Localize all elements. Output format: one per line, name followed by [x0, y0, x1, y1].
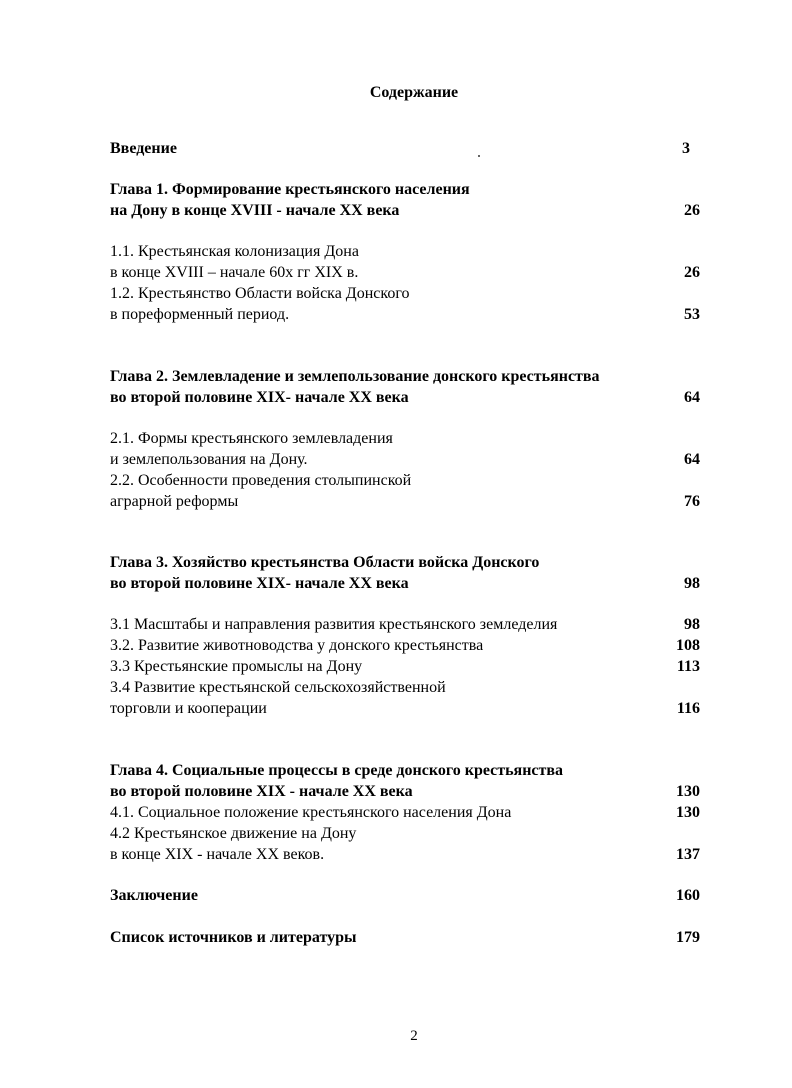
- toc-section-3-4-line1[interactable]: [110, 677, 700, 699]
- toc-section-4-2-line1[interactable]: [110, 823, 700, 845]
- toc-entry-label: Список источников и литературы: [110, 929, 357, 946]
- toc-page-number: 116: [676, 700, 700, 717]
- toc-section-3-2[interactable]: [110, 635, 700, 657]
- toc-page-number: 53: [684, 306, 700, 323]
- toc-entry-label: 3.2. Развитие животноводства у донского крестьянства: [110, 637, 484, 654]
- toc-page-number: 98: [684, 616, 700, 633]
- toc-entry-label: 3.3 Крестьянские промыслы на Дону: [110, 658, 363, 675]
- toc-section-1-1-line2[interactable]: [110, 262, 700, 284]
- toc-page-number: 108: [676, 637, 700, 654]
- toc-section-1-2-line2[interactable]: [110, 304, 700, 326]
- toc-page-number: 3: [682, 140, 690, 157]
- toc-section-3-4-line2[interactable]: [110, 698, 700, 720]
- toc-entry-label: 1.2. Крестьянство Области войска Донского: [110, 285, 410, 302]
- toc-section-1-2-line1[interactable]: [110, 283, 700, 305]
- toc-entry-label: 2.1. Формы крестьянского землевладения: [110, 430, 393, 447]
- toc-entry-label: Глава 3. Хозяйство крестьянства Области войска Донского: [110, 554, 540, 571]
- toc-entry-label: аграрной реформы: [110, 493, 239, 510]
- toc-entry-label: Глава 1. Формирование крестьянского населения: [110, 181, 470, 198]
- toc-page-number: 76: [684, 493, 700, 510]
- toc-entry-label: во второй половине XIX - начале XX века: [110, 783, 413, 800]
- toc-page-number: 64: [684, 451, 700, 468]
- toc-page-number: 130: [676, 783, 700, 800]
- toc-section-2-1-line1[interactable]: [110, 428, 700, 450]
- toc-entry-label: в пореформенный период.: [110, 306, 290, 323]
- toc-entry-label: 4.2 Крестьянское движение на Дону: [110, 825, 357, 842]
- toc-entry-label: 1.1. Крестьянская колонизация Дона: [110, 243, 359, 260]
- toc-entry-label: 3.4 Развитие крестьянской сельскохозяйственной: [110, 679, 446, 696]
- toc-chapter-3-title-line2[interactable]: [110, 573, 700, 595]
- toc-entry-label: 3.1 Масштабы и направления развития крестьянского земледелия: [110, 616, 558, 633]
- toc-chapter-1-title-line2[interactable]: [110, 200, 700, 222]
- toc-entry-label: во второй половине XIX- начале XX века: [110, 389, 409, 406]
- toc-page-number: 137: [676, 846, 700, 863]
- toc-entry-label: торговли и кооперации: [110, 700, 267, 717]
- toc-page-number: 98: [684, 575, 700, 592]
- toc-page-number: 64: [684, 389, 700, 406]
- toc-entry-label: в конце XIX - начале XX веков.: [110, 846, 325, 863]
- toc-entry-label: Заключение: [110, 887, 198, 904]
- toc-page-number: 26: [684, 202, 700, 219]
- toc-entry-label: во второй половине XIX- начале XX века: [110, 575, 409, 592]
- toc-chapter-1-title-line1[interactable]: [110, 179, 700, 201]
- toc-title: Содержание: [369, 84, 459, 101]
- toc-section-1-1-line1[interactable]: [110, 241, 700, 263]
- toc-section-2-1-line2[interactable]: [110, 449, 700, 471]
- toc-entry-sources[interactable]: [110, 927, 700, 949]
- toc-page-number: 130: [676, 804, 700, 821]
- toc-entry-conclusion[interactable]: [110, 885, 700, 907]
- toc-entry-label: Глава 4. Социальные процессы в среде донского крестьянства: [110, 762, 564, 779]
- toc-page-number: 160: [676, 887, 700, 904]
- toc-entry-label: 4.1. Социальное положение крестьянского населения Дона: [110, 804, 512, 821]
- toc-page-number: 179: [676, 929, 700, 946]
- toc-chapter-4-title-line2[interactable]: [110, 781, 700, 803]
- toc-chapter-4-title-line1[interactable]: [110, 760, 700, 782]
- toc-section-3-3[interactable]: [110, 656, 700, 678]
- toc-entry-label: в конце XVIII – начале 60х гг XIX в.: [110, 264, 359, 281]
- toc-entry-label: и землепользования на Дону.: [110, 451, 308, 468]
- toc-chapter-3-title-line1[interactable]: [110, 552, 700, 574]
- toc-chapter-2-title-line1[interactable]: [110, 366, 700, 388]
- toc-section-2-2-line1[interactable]: [110, 470, 700, 492]
- toc-section-3-1[interactable]: [110, 614, 700, 636]
- toc-page-number: 113: [676, 658, 700, 675]
- toc-entry-intro[interactable]: [110, 138, 700, 160]
- toc-entry-label: Глава 2. Землевладение и землепользование донского крестьянства: [110, 368, 600, 385]
- toc-section-4-1[interactable]: [110, 802, 700, 824]
- toc-page-number: 26: [684, 264, 700, 281]
- page-number: 2: [410, 1028, 418, 1044]
- toc-entry-label: 2.2. Особенности проведения столыпинской: [110, 472, 412, 489]
- toc-section-2-2-line2[interactable]: [110, 491, 700, 513]
- toc-chapter-2-title-line2[interactable]: [110, 387, 700, 409]
- toc-section-4-2-line2[interactable]: [110, 844, 700, 866]
- toc-entry-label: на Дону в конце XVIII - начале XX века: [110, 202, 400, 219]
- toc-entry-label: Введение: [110, 140, 177, 157]
